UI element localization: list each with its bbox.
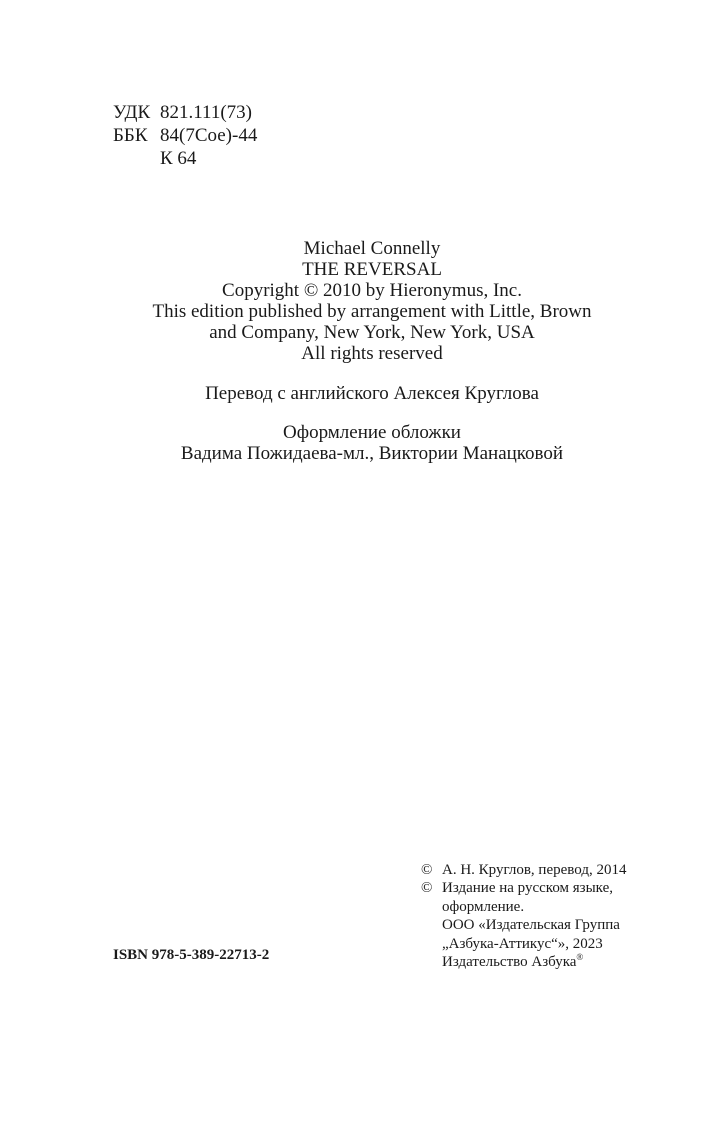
udk-label: УДК bbox=[113, 102, 151, 123]
edition-line-2: and Company, New York, New York, USA bbox=[209, 322, 535, 343]
udk-row bbox=[113, 101, 257, 124]
author-name: Michael Connelly bbox=[303, 238, 441, 259]
copyright-mark: © bbox=[421, 880, 433, 897]
edition-copyright-line-1: Издание на русском языке, bbox=[442, 880, 613, 897]
copyright-line: Copyright © 2010 by Hieronymus, Inc. bbox=[222, 280, 522, 301]
edition-copyright-line-2: оформление. bbox=[442, 898, 525, 915]
cover-designers: Вадима Пожидаева-мл., Виктории Манацковой bbox=[180, 443, 564, 464]
edition-copyright-entry bbox=[421, 879, 626, 897]
original-credits bbox=[0, 238, 709, 364]
registered-mark: ® bbox=[576, 952, 584, 963]
bbk-label: ББК bbox=[113, 125, 148, 146]
edition-copyright-line-5 bbox=[421, 953, 626, 971]
russian-copyrights bbox=[421, 861, 626, 971]
translation-credit bbox=[0, 383, 709, 404]
bbk-row bbox=[113, 124, 257, 147]
translator-line: Перевод с английского Алексея Круглова bbox=[205, 383, 539, 404]
cover-design-credit bbox=[0, 422, 709, 464]
edition-copyright-line-4: „Азбука-Аттикус“», 2023 bbox=[442, 935, 603, 952]
classification-block bbox=[113, 101, 257, 170]
edition-copyright-line-3: ООО «Издательская Группа bbox=[442, 917, 620, 934]
bbk-value: 84(7Сое)-44 bbox=[160, 125, 258, 146]
rights-line: All rights reserved bbox=[301, 343, 443, 364]
author-mark: К 64 bbox=[160, 148, 197, 169]
copyright-mark: © bbox=[421, 862, 433, 878]
publisher-name: Издательство Азбука bbox=[442, 954, 577, 971]
original-title: THE REVERSAL bbox=[302, 259, 442, 280]
udk-value: 821.111(73) bbox=[160, 102, 252, 123]
edition-line-1: This edition published by arrangement with Little, Brown bbox=[152, 301, 592, 322]
cover-design-label: Оформление обложки bbox=[283, 422, 461, 443]
isbn: ISBN 978-5-389-22713-2 bbox=[113, 947, 270, 963]
translation-copyright-entry bbox=[421, 861, 626, 879]
translation-copyright: А. Н. Круглов, перевод, 2014 bbox=[442, 862, 627, 878]
